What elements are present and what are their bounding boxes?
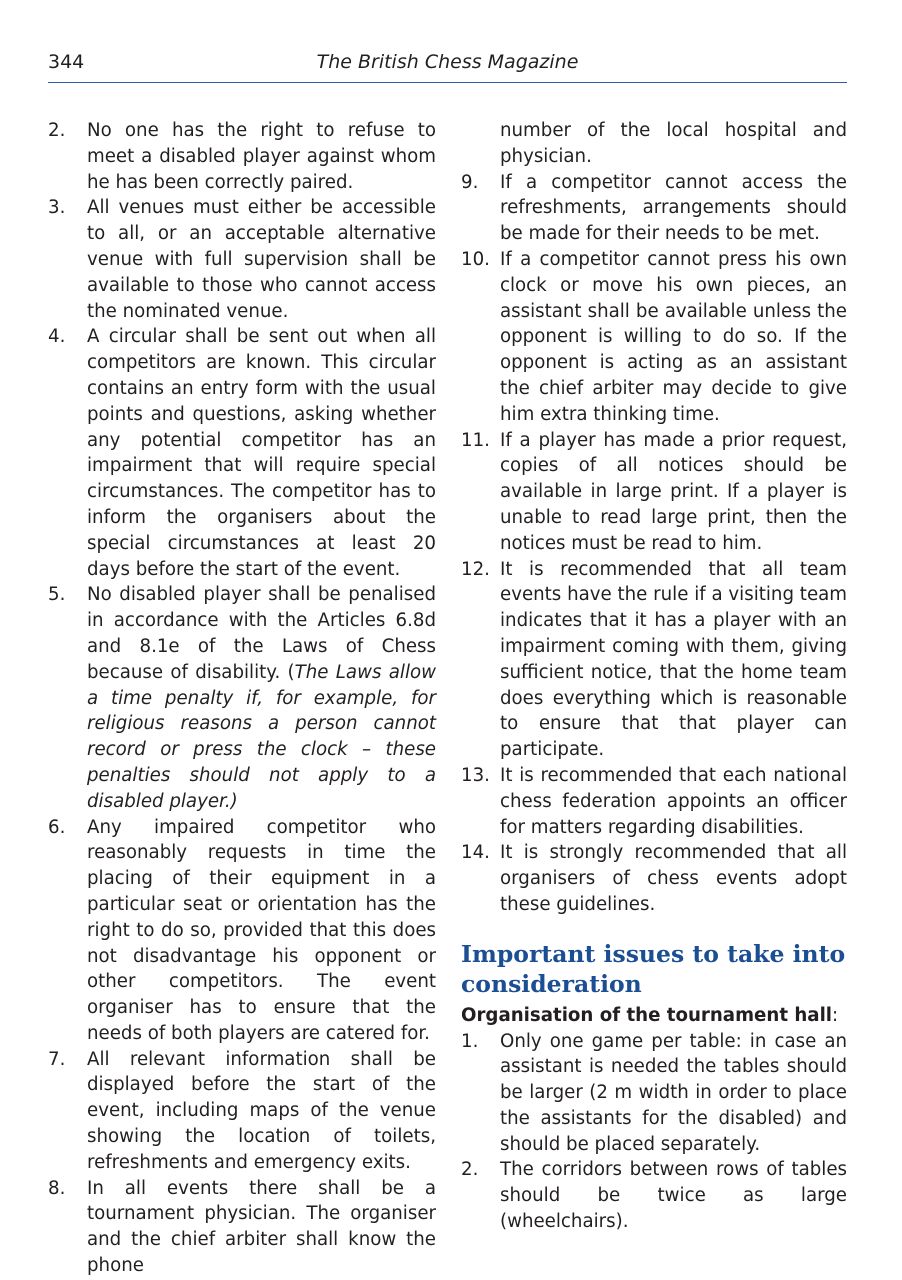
item-number: 2.	[48, 120, 66, 141]
left-column	[48, 118, 436, 1279]
item-number: 11.	[461, 429, 490, 451]
right-column	[461, 118, 847, 1235]
section-heading: Important issues to take into consideration	[461, 939, 846, 998]
item-text: Any impaired competitor who reasonably requests in time the placing of their equipment in a particular seat or orientation has the right to do so, provided that this does not disadvantage his opponent or other competitors. The event organiser has to ensure that the needs of both players are catered for.	[87, 816, 436, 1044]
page-number: 344	[48, 51, 85, 73]
item-number: 2.	[461, 1159, 479, 1181]
subheading-text: Organisation of the tournament hall	[461, 1004, 833, 1026]
guidelines-list-continued	[461, 170, 847, 918]
list-item	[461, 763, 847, 840]
item-text: A circular shall be sent out when all competitors are known. This circular contains an entry form with the usual points and questions, asking whether any potential competitor has an impairment that will require special circumstances. The competitor has to inform the organisers about the special circumstances at least 20 days before the start of the event.	[87, 326, 436, 580]
item-text: No one has the right to refuse to meet a disabled player against whom he has been correctly paired.	[87, 120, 436, 193]
list-item	[48, 582, 436, 814]
running-title: The British Chess Magazine	[316, 51, 579, 73]
item-text: If a competitor cannot press his own clock or move his own pieces, an assistant shall be available unless the opponent is willing to do so. If the opponent is acting as an assistant the chief arbiter may decide to give him extra thinking time.	[500, 248, 847, 425]
item-text-mixed	[87, 582, 436, 814]
item-number: 5.	[48, 584, 66, 606]
list-item	[461, 247, 847, 428]
item-text: If a player has made a prior request, copies of all notices should be available in large print. If a player is unable to read large print, then the notices must be read to him.	[500, 429, 847, 554]
item-number: 13.	[461, 764, 490, 786]
item-number: 4.	[48, 326, 66, 348]
item-text: It is recommended that all team events have the rule if a visiting team indicates that it has a player with an impairment coming with them, giving sufficient notice, that the home team does everything which is reasonable to ensure that that player can participate.	[500, 558, 847, 761]
item-text: All venues must either be accessible to all, or an acceptable alternative venue with full supervision shall be available to those who cannot access the nominated venue.	[87, 197, 436, 322]
list-item	[461, 1029, 847, 1158]
item-number: 10.	[461, 248, 490, 270]
hall-organisation-list	[461, 1029, 847, 1235]
item-number: 8.	[48, 1177, 66, 1199]
item-text: It is strongly recommended that all organisers of chess events adopt these guidelines.	[500, 842, 847, 915]
list-item	[48, 1047, 436, 1176]
item-number: 6.	[48, 816, 66, 838]
subheading	[461, 1003, 847, 1029]
item-text: All relevant information shall be displayed before the start of the event, including maps of the venue showing the location of toilets, refreshments and emergency exits.	[87, 1048, 436, 1173]
item-number: 7.	[48, 1048, 66, 1070]
item-italic-note: The Laws allow a time penalty if, for example, for religious reasons a person cannot record or press the clock – these penalties should not apply to a disabled player.)	[87, 661, 436, 812]
continued-text: number of the local hospital and physician.	[500, 120, 847, 167]
item-number: 3.	[48, 197, 66, 219]
list-item	[48, 324, 436, 582]
item-text: If a competitor cannot access the refreshments, arrangements should be made for their needs to be met.	[500, 171, 847, 245]
item-number: 9.	[461, 171, 479, 193]
list-item	[48, 118, 436, 195]
item-number: 14.	[461, 842, 490, 864]
item-number: 12.	[461, 558, 490, 580]
item-text: Only one game per table: in case an assistant is needed the tables should be larger (2 m width in order to place the assistants for the disabled) and should be placed separately.	[500, 1030, 847, 1155]
page-header	[48, 48, 847, 83]
list-item	[48, 195, 436, 324]
list-item	[48, 1176, 436, 1279]
list-item	[48, 815, 436, 1047]
item-text: In all events there shall be a tournament physician. The organiser and the chief arbiter shall know the phone	[87, 1177, 436, 1277]
list-item	[461, 428, 847, 557]
list-item	[461, 557, 847, 763]
item-text: It is recommended that each national chess federation appoints an officer for matters regarding disabilities.	[500, 764, 847, 838]
subheading-suffix: :	[832, 1004, 839, 1026]
list-item	[461, 1157, 847, 1234]
guidelines-list	[48, 118, 436, 1279]
list-item	[461, 170, 847, 247]
item-text: The corridors between rows of tables should be twice as large (wheelchairs).	[500, 1159, 847, 1233]
item-number: 1.	[461, 1030, 479, 1052]
item-text: No disabled player shall be penalised in accordance with the Articles 6.8d and 8.1e of the Laws of Chess because of disability. (	[87, 584, 436, 683]
list-item	[461, 840, 847, 917]
